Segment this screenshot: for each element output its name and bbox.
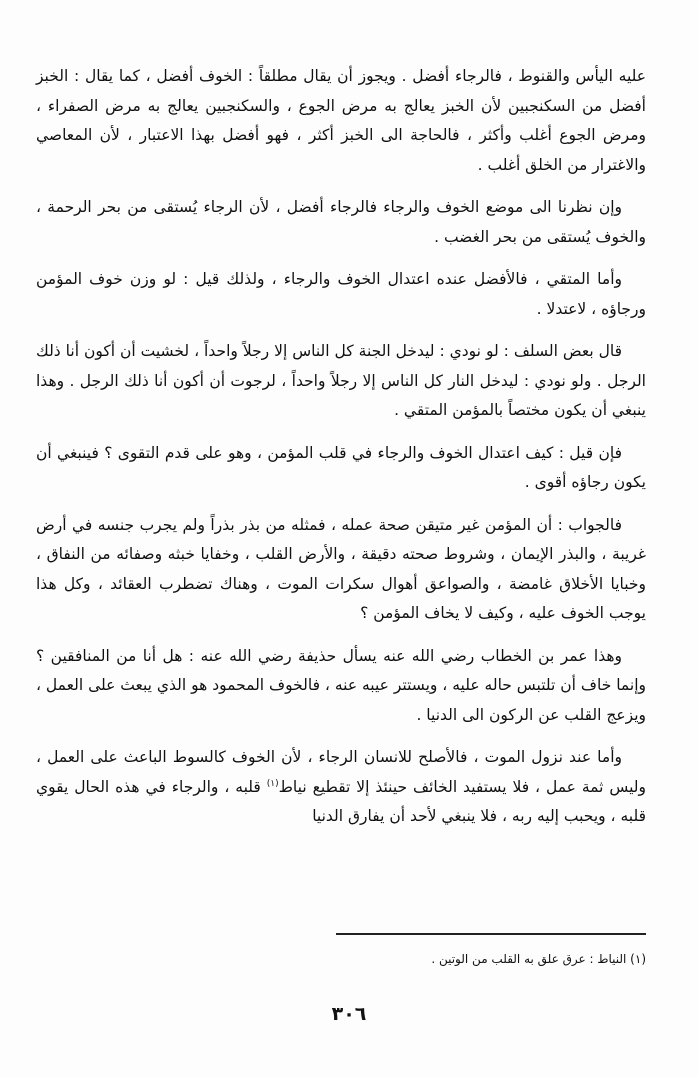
paragraph-at-death-continuation: قلبه ، والرجاء في هذه الحال يقوي قلبه ، ويحبب إليه ربه ، فلا ينبغي لأحد أن يفارق الدنيا (36, 777, 646, 825)
paragraph-fear-vs-hope-intro: عليه اليأس والقنوط ، فالرجاء أفضل . ويجوز أن يقال مطلقاً : الخوف أفضل ، كما يقال : الخبز أفضل من السكنجبين لأن الخبز يعالج به مرض الجوع ، والسكنجبين يعالج به مرض الصفراء ، ومرض الجوع أغلب وأكثر ، فالحاجة الى الخبز أكثر ، فهو أفضل بهذا الاعتبار ، لأن المعاصي والاغترار من الخلق أغلب . (36, 67, 646, 174)
paragraph-at-death-text: وأما عند نزول الموت ، فالأصلح للانسان الرجاء ، لأن الخوف كالسوط الباعث على العمل ، وليس ثمة عمل ، فلا يستفيد الخائف حينئذ إلا تقطيع نياط (36, 748, 646, 796)
paragraph-salaf-saying: قال بعض السلف : لو نودي : ليدخل الجنة كل الناس إلا رجلاً واحداً ، لخشيت أن أكون أنا ذلك الرجل . ولو نودي : ليدخل النار كل الناس إلا رجلاً واحداً ، لرجوت أن أكون أنا ذلك الرجل . وهذا ينبغي أن يكون مختصاً بالمؤمن المتقي . (36, 342, 646, 419)
page-number: ٣٠٦ (331, 1003, 367, 1025)
body-text (36, 62, 646, 845)
footnote: (١) النياط : عرق علق به القلب من الوتين . (431, 952, 646, 966)
paragraph-answer: فالجواب : أن المؤمن غير متيقن صحة عمله ، فمثله من بذر بذراً ولم يجرب جنسه في أرض غريبة ، والبذر الإيمان ، وشروط صحته دقيقة ، والأرض القلب ، وخفايا خبثه وصفائه من النفاق ، وخبايا الأخلاق غامضة ، والصواعق أهوال سكرات الموت ، وهناك تضطرب العقائد ، وكل هذا يوجب الخوف عليه ، وكيف لا يخاف المؤمن ؟ (36, 515, 646, 622)
footnote-divider (336, 933, 646, 935)
paragraph-umar-hudhayfa: وهذا عمر بن الخطاب رضي الله عنه يسأل حذيفة رضي الله عنه : هل أنا من المنافقين ؟ وإنما خاف أن تلتبس حاله عليه ، ويستتر عيبه عنه ، فالخوف المحمود هو الذي يبعث على العمل ، ويزعج القلب عن الركون الى الدنيا . (36, 646, 646, 724)
footnote-reference: (١) (266, 778, 279, 789)
paragraph-question: فإن قيل : كيف اعتدال الخوف والرجاء في قلب المؤمن ، وهو على قدم التقوى ؟ فينبغي أن يكون رجاؤه أقوى . (36, 443, 646, 491)
paragraph-sea-of-mercy: وإن نظرنا الى موضع الخوف والرجاء فالرجاء أفضل ، لأن الرجاء يُستقى من بحر الرحمة ، والخوف يُستقى من بحر الغضب . (36, 198, 646, 246)
paragraph-pious-balance: وأما المتقي ، فالأفضل عنده اعتدال الخوف والرجاء ، ولذلك قيل : لو وزن خوف المؤمن ورجاؤه ، لاعتدلا . (36, 270, 646, 318)
paragraph-at-death (36, 743, 646, 832)
